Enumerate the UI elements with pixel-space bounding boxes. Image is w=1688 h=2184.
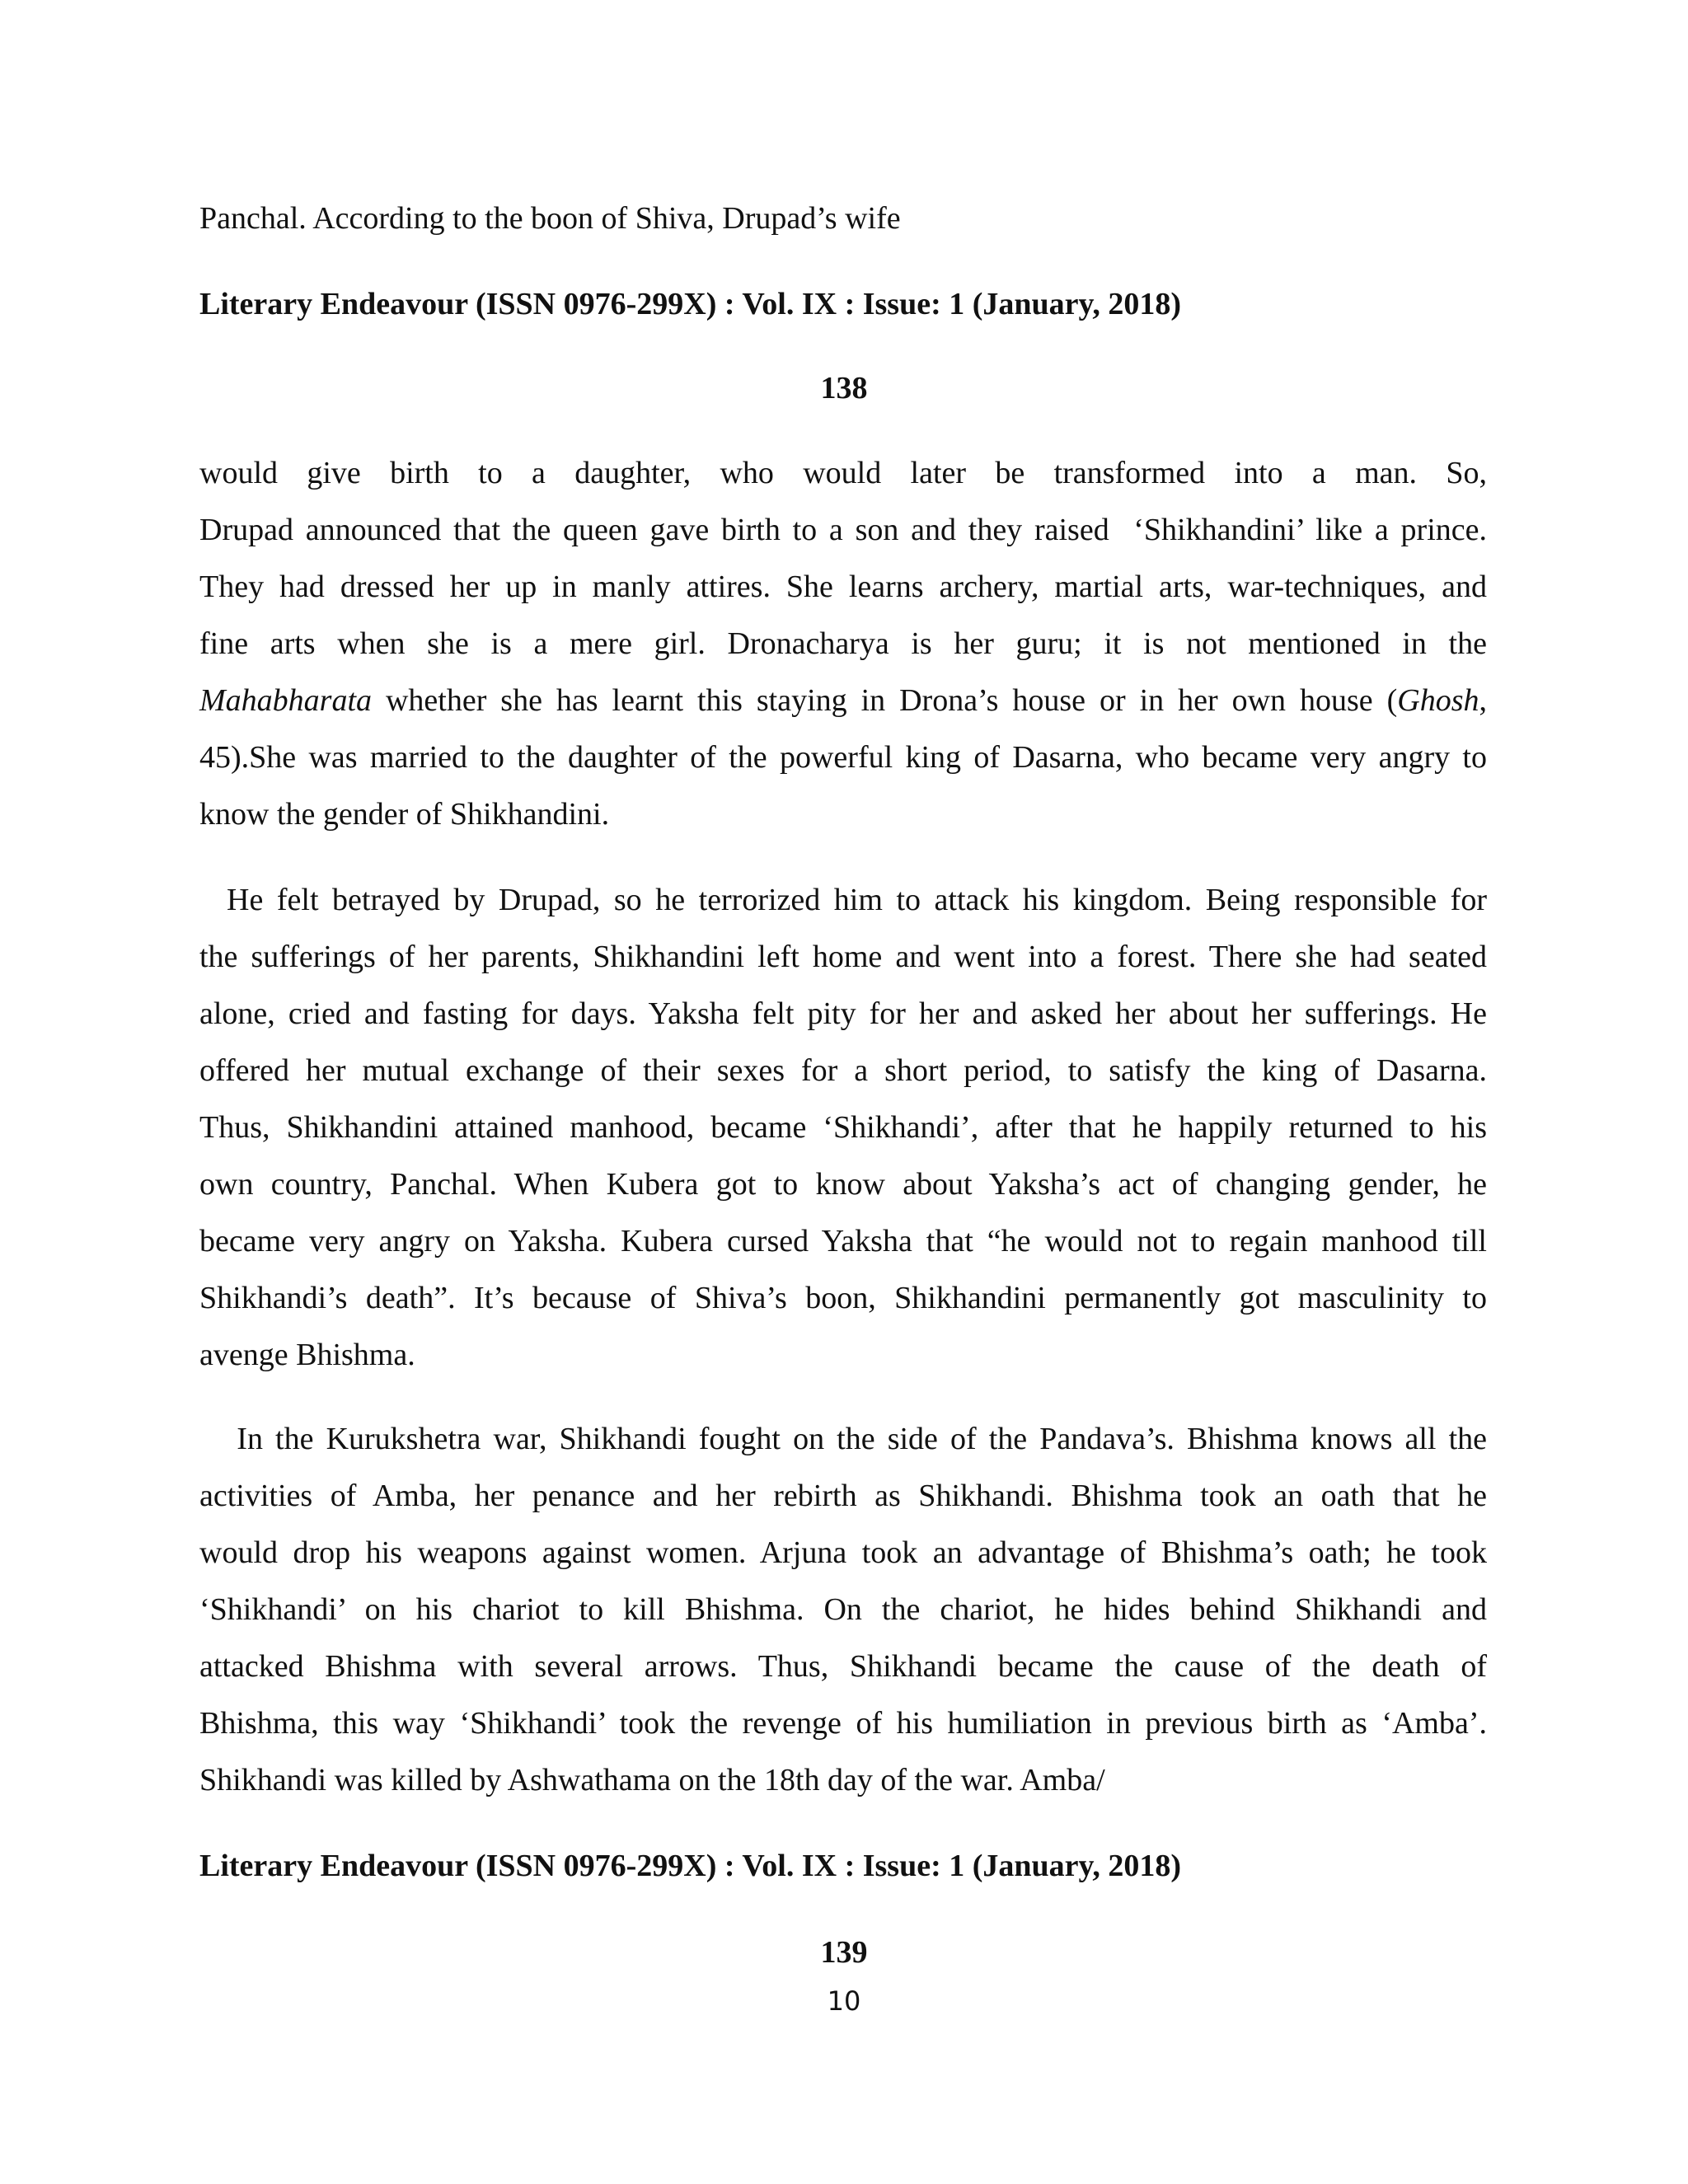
italic-title: Mahabharata	[199, 683, 372, 718]
text-line: Thus, Shikhandini attained manhood, became ‘Shikhandi’, after that he happily returned to his	[199, 1110, 1487, 1145]
text-line: fine arts when she is a mere girl. Dronacharya is her guru; it is not mentioned in the	[199, 626, 1487, 661]
italic-citation: Ghosh	[1397, 683, 1479, 718]
text-line: activities of Amba, her penance and her rebirth as Shikhandi. Bhishma took an oath that he	[199, 1479, 1487, 1513]
text-line	[199, 673, 1487, 729]
text-line: Shikhandi’s death”. It’s because of Shiva’s boon, Shikhandini permanently got masculinity to	[199, 1281, 1487, 1315]
text-line: would give birth to a daughter, who would later be transformed into a man. So,	[199, 456, 1487, 490]
text-line: offered her mutual exchange of their sexes for a short period, to satisfy the king of Dasarna.	[199, 1053, 1487, 1088]
page-number: 138	[820, 371, 868, 405]
text-line: became very angry on Yaksha. Kubera cursed Yaksha that “he would not to regain manhood till	[199, 1224, 1487, 1258]
text-line: ‘Shikhandi’ on his chariot to kill Bhishma. On the chariot, he hides behind Shikhandi and	[199, 1592, 1487, 1627]
text-line: own country, Panchal. When Kubera got to know about Yaksha’s act of changing gender, he	[199, 1167, 1487, 1202]
text-line: In the Kurukshetra war, Shikhandi fought on the side of the Pandava’s. Bhishma knows all the	[199, 1422, 1487, 1456]
text-span: ,	[1479, 683, 1487, 718]
journal-header: Literary Endeavour (ISSN 0976-299X) : Vol. IX : Issue: 1 (January, 2018)	[199, 1849, 1182, 1883]
lead-line: Panchal. According to the boon of Shiva, Drupad’s wife	[199, 201, 901, 236]
text-line: know the gender of Shikhandini.	[199, 797, 610, 832]
text-line: They had dressed her up in manly attires. She learns archery, martial arts, war-techniques, and	[199, 569, 1487, 604]
text-line: He felt betrayed by Drupad, so he terrorized him to attack his kingdom. Being responsible for	[199, 883, 1487, 917]
paragraph-3	[199, 1411, 1487, 1809]
page-number: 139	[820, 1935, 868, 1970]
footer-page-number: 10	[827, 1985, 861, 2017]
text-line: avenge Bhishma.	[199, 1338, 415, 1372]
journal-header: Literary Endeavour (ISSN 0976-299X) : Vol. IX : Issue: 1 (January, 2018)	[199, 287, 1182, 321]
text-line: Bhishma, this way ‘Shikhandi’ took the revenge of his humiliation in previous birth as ‘Amba’.	[199, 1706, 1487, 1741]
text-line: alone, cried and fasting for days. Yaksha felt pity for her and asked her about her sufferings. He	[199, 996, 1487, 1031]
text-line: Shikhandi was killed by Ashwathama on the 18th day of the war. Amba/	[199, 1763, 1105, 1797]
text-line: 45).She was married to the daughter of the powerful king of Dasarna, who became very angry to	[199, 740, 1487, 775]
paragraph-1	[199, 445, 1487, 843]
text-line: the sufferings of her parents, Shikhandini left home and went into a forest. There she had seated	[199, 940, 1487, 974]
text-span: whether she has learnt this staying in Drona’s house or in her own house (	[372, 683, 1398, 718]
paragraph-2	[199, 872, 1487, 1384]
text-line: Drupad announced that the queen gave birth to a son and they raised ‘Shikhandini’ like a prince.	[199, 513, 1487, 547]
text-line: attacked Bhishma with several arrows. Thus, Shikhandi became the cause of the death of	[199, 1649, 1487, 1684]
text-line: would drop his weapons against women. Arjuna took an advantage of Bhishma’s oath; he took	[199, 1535, 1487, 1570]
